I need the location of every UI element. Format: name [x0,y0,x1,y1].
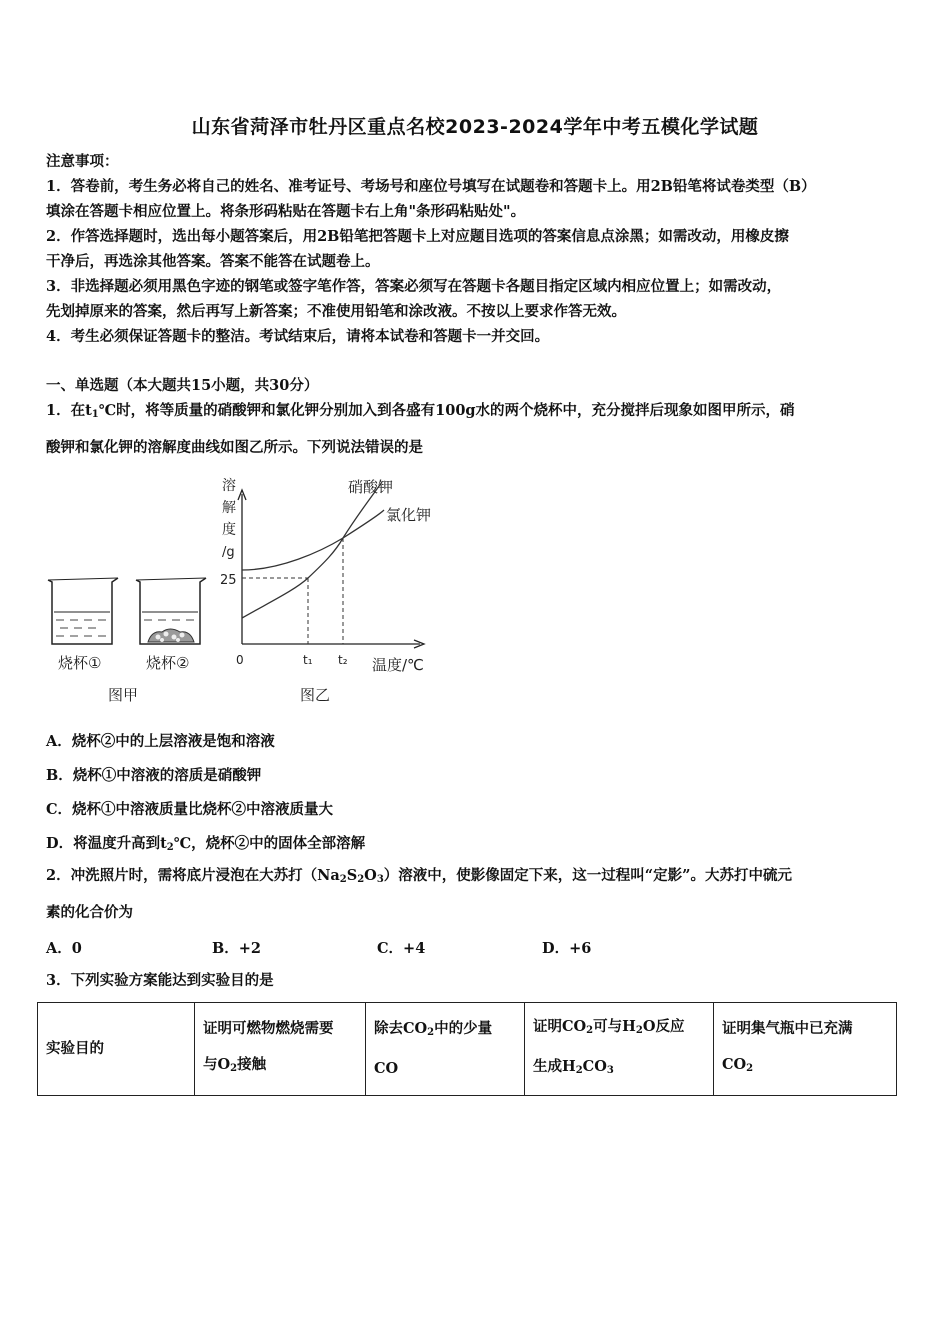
cell-subscript: 2 [635,1025,643,1036]
cell-subscript: 2 [746,1063,754,1074]
q2-text: S [346,867,358,884]
figure-svg [40,472,440,708]
q2-stem-line2: 素的化合价为 [46,904,133,921]
cell-text: O反应 [642,1018,685,1035]
section-heading: 一、单选题（本大题共15小题，共30分） [46,377,319,394]
cell-text: 生成H [533,1058,576,1075]
q2-subscript: 2 [339,874,347,885]
cell-line: 证明可燃物燃烧需要 [203,1020,334,1037]
kno3-curve [242,482,382,618]
table-row [38,1003,897,1096]
q2-option-b[interactable]: B．+2 [212,940,261,957]
q1-stem-line2: 酸钾和氯化钾的溶解度曲线如图乙所示。下列说法错误的是 [46,439,423,456]
kcl-label: 氯化钾 [386,506,432,524]
notice-line: 填涂在答题卡相应位置上。将条形码粘贴在答题卡右上角"条形码粘贴处"。 [46,203,526,220]
y-axis-label: 溶 [222,478,236,494]
cell-subscript: 3 [606,1065,614,1076]
cell-text: 可与H [593,1018,636,1035]
notice-line: 1．答卷前，考生务必将自己的姓名、准考证号、考场号和座位号填写在试题卷和答题卡上。用2B铅笔将试卷类型（B） [46,178,816,195]
notice-heading: 注意事项： [46,153,119,170]
notice-line: 2．作答选择题时，选出每小题答案后，用2B铅笔把答题卡上对应题目选项的答案信息点涂黑；如需改动，用橡皮擦 [46,228,789,245]
q3-stem: 3．下列实验方案能达到实验目的是 [46,972,274,989]
table-cell [525,1003,714,1096]
q2-stem-line1 [46,866,906,890]
cell-line [203,1047,357,1087]
q1-text: 1．在t [46,402,92,419]
origin-label: 0 [236,653,244,667]
q1-option-d[interactable] [46,832,365,853]
x-axis-label: 温度/℃ [372,656,424,674]
q2-subscript: 2 [357,874,365,885]
beaker-2 [136,578,206,644]
cell-text: 与O [203,1056,231,1073]
beaker-1 [48,578,118,644]
q2-text: ）溶液中，使影像固定下来，这一过程叫“定影”。大苏打中硫元 [383,867,792,884]
cell-line: 证明集气瓶中已充满 [722,1020,853,1037]
q2-text: O [364,867,377,884]
notice-line: 先划掉原来的答案，然后再写上新答案；不准使用铅笔和涂改液。不按以上要求作答无效。 [46,303,626,320]
table-cell [195,1003,366,1096]
y-axis-label: 度 [222,522,236,538]
cell-line: CO [374,1060,399,1077]
y-tick-label: 25 [220,573,237,588]
cell-line [722,1047,888,1087]
q2-option-d[interactable]: D．+6 [542,940,592,957]
cell-subscript: 2 [586,1025,594,1036]
cell-subscript: 2 [427,1027,435,1038]
x-tick-label: t₁ [303,653,313,667]
kno3-label: 硝酸钾 [348,478,394,496]
q1-text: ℃时，将等质量的硝酸钾和氯化钾分别加入到各盛有100g水的两个烧杯中，充分搅拌后现象如图甲所示，硝 [98,402,795,419]
q2-option-c[interactable]: C．+4 [377,940,426,957]
q2-option-a[interactable]: A．0 [46,940,82,957]
figure-a-caption: 图甲 [108,686,139,704]
page-title: 山东省菏泽市牡丹区重点名校2023-2024学年中考五模化学试题 [191,116,759,138]
q1-subscript: 1 [91,409,99,420]
q1-option-a[interactable]: A．烧杯②中的上层溶液是饱和溶液 [46,733,275,750]
option-text: ℃，烧杯②中的固体全部溶解 [173,835,366,852]
q1-stem-line1 [46,401,906,425]
table-cell [714,1003,897,1096]
beaker-2-label: 烧杯② [146,654,190,672]
figure-b-caption: 图乙 [300,686,331,704]
option-text: D．将温度升高到t [46,835,167,852]
cell-text: CO [582,1058,607,1075]
q1-option-c[interactable]: C．烧杯①中溶液质量比烧杯②中溶液质量大 [46,801,334,818]
cell-subscript: 2 [575,1065,583,1076]
table-cell [366,1003,525,1096]
cell-text: 接触 [237,1056,267,1073]
q1-figure [40,472,440,708]
beaker-1-label: 烧杯① [58,654,102,672]
notice-line: 3．非选择题必须用黑色字迹的钢笔或签字笔作答，答案必须写在答题卡各题目指定区域内相应位置上；如需改动， [46,278,782,295]
option-subscript: 2 [166,842,174,853]
cell-text: 中的少量 [434,1020,493,1037]
notice-line: 4．考生必须保证答题卡的整洁。考试结束后，请将本试卷和答题卡一并交回。 [46,328,550,345]
q1-option-b[interactable]: B．烧杯①中溶液的溶质是硝酸钾 [46,767,262,784]
y-axis-label: 解 [222,500,236,516]
cell-text: 除去CO [374,1020,428,1037]
row-header-cell: 实验目的 [38,1003,195,1096]
x-tick-label: t₂ [338,653,348,667]
cell-line [374,1011,516,1051]
y-axis-label: /g [222,545,235,560]
q2-subscript: 3 [376,874,384,885]
q2-text: 2．冲洗照片时，需将底片浸泡在大苏打（Na [46,867,340,884]
cell-text: CO [722,1056,747,1073]
q3-table [37,1002,897,1096]
notice-line: 干净后，再选涂其他答案。答案不能答在试题卷上。 [46,253,380,270]
cell-line [533,1009,705,1049]
kcl-curve [242,510,384,570]
cell-line [533,1049,705,1089]
cell-text: 证明CO [533,1018,587,1035]
cell-subscript: 2 [230,1063,238,1074]
